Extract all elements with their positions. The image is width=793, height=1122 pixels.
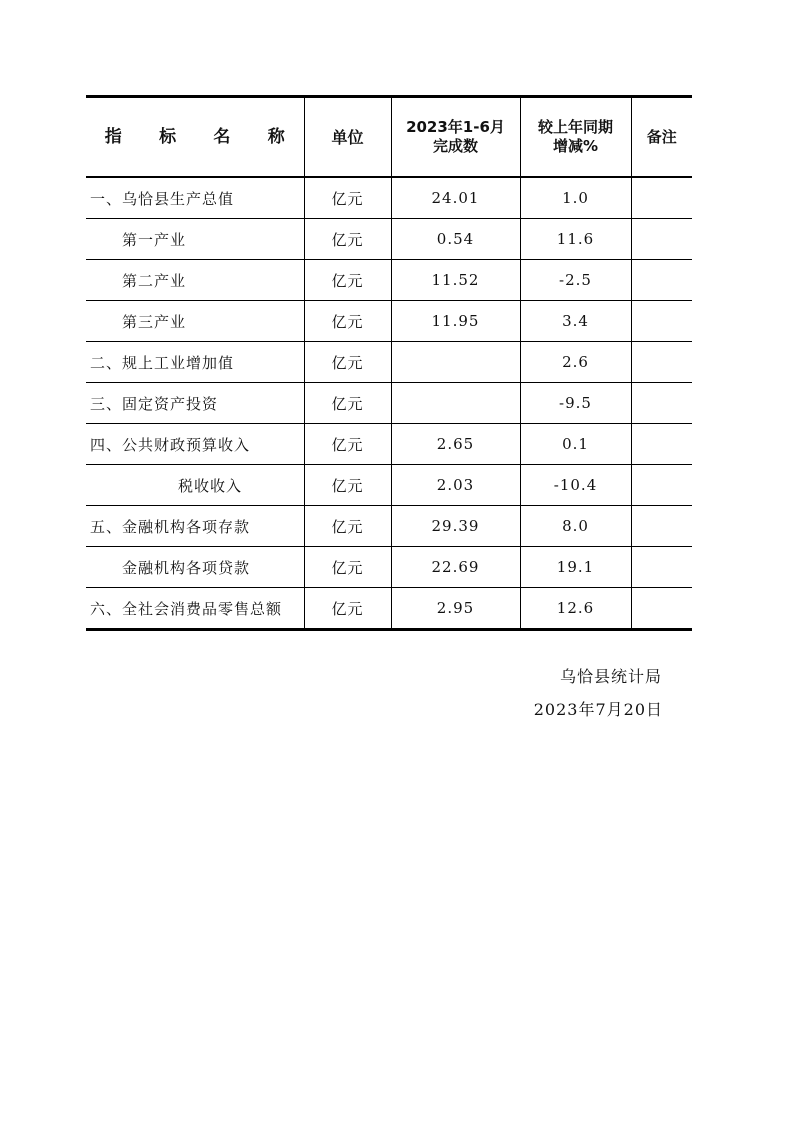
row-change: -2.5 (520, 260, 631, 301)
row-change: 0.1 (520, 424, 631, 465)
signature-organization: 乌恰县统计局 (559, 667, 662, 686)
row-note (631, 506, 692, 547)
row-note (631, 342, 692, 383)
row-change: 8.0 (520, 506, 631, 547)
row-name: 四、公共财政预算收入 (86, 424, 304, 465)
row-change: 11.6 (520, 219, 631, 260)
row-completed (391, 342, 520, 383)
header-completed-line2: 完成数 (432, 137, 478, 155)
row-change: 3.4 (520, 301, 631, 342)
row-completed (391, 383, 520, 424)
row-note (631, 260, 692, 301)
table-row (86, 177, 692, 219)
row-change: 1.0 (520, 177, 631, 219)
header-completed (391, 97, 520, 178)
table-row (86, 260, 692, 301)
table-row (86, 588, 692, 630)
table-row (86, 342, 692, 383)
row-name: 五、金融机构各项存款 (86, 506, 304, 547)
header-change (520, 97, 631, 178)
row-completed: 24.01 (391, 177, 520, 219)
header-change-line1: 较上年同期 (537, 118, 613, 136)
row-unit: 亿元 (304, 547, 391, 588)
row-change: 2.6 (520, 342, 631, 383)
row-name: 一、乌恰县生产总值 (86, 177, 304, 219)
row-unit: 亿元 (304, 219, 391, 260)
row-unit: 亿元 (304, 177, 391, 219)
row-unit: 亿元 (304, 588, 391, 630)
row-name: 金融机构各项贷款 (86, 547, 304, 588)
row-note (631, 547, 692, 588)
header-unit: 单位 (304, 97, 391, 178)
row-name: 第一产业 (86, 219, 304, 260)
row-note (631, 177, 692, 219)
row-name: 三、固定资产投资 (86, 383, 304, 424)
row-unit: 亿元 (304, 506, 391, 547)
table-row (86, 506, 692, 547)
table-row (86, 301, 692, 342)
row-name: 第三产业 (86, 301, 304, 342)
row-note (631, 301, 692, 342)
header-indicator-name: 指 标 名 称 (86, 97, 304, 178)
table-row (86, 383, 692, 424)
table-row (86, 465, 692, 506)
table-row (86, 547, 692, 588)
statistics-table (86, 95, 692, 631)
row-unit: 亿元 (304, 424, 391, 465)
row-note (631, 465, 692, 506)
header-note: 备注 (631, 97, 692, 178)
row-note (631, 383, 692, 424)
row-note (631, 588, 692, 630)
row-completed: 0.54 (391, 219, 520, 260)
table-header-row (86, 97, 692, 178)
row-change: -9.5 (520, 383, 631, 424)
row-note (631, 219, 692, 260)
row-completed: 11.95 (391, 301, 520, 342)
row-completed: 11.52 (391, 260, 520, 301)
row-completed: 2.65 (391, 424, 520, 465)
row-completed: 29.39 (391, 506, 520, 547)
row-note (631, 424, 692, 465)
table-row (86, 424, 692, 465)
row-completed: 2.95 (391, 588, 520, 630)
table-row (86, 219, 692, 260)
row-change: -10.4 (520, 465, 631, 506)
header-change-line2: 增减% (552, 137, 599, 155)
row-completed: 2.03 (391, 465, 520, 506)
row-change: 12.6 (520, 588, 631, 630)
header-completed-line1: 2023年1-6月 (406, 118, 505, 136)
signature-date: 2023年7月20日 (533, 700, 663, 719)
row-unit: 亿元 (304, 260, 391, 301)
row-unit: 亿元 (304, 301, 391, 342)
row-name: 税收收入 (86, 465, 304, 506)
row-name: 六、全社会消费品零售总额 (86, 588, 304, 630)
row-unit: 亿元 (304, 465, 391, 506)
row-unit: 亿元 (304, 342, 391, 383)
row-change: 19.1 (520, 547, 631, 588)
row-name: 第二产业 (86, 260, 304, 301)
row-unit: 亿元 (304, 383, 391, 424)
row-completed: 22.69 (391, 547, 520, 588)
row-name: 二、规上工业增加值 (86, 342, 304, 383)
